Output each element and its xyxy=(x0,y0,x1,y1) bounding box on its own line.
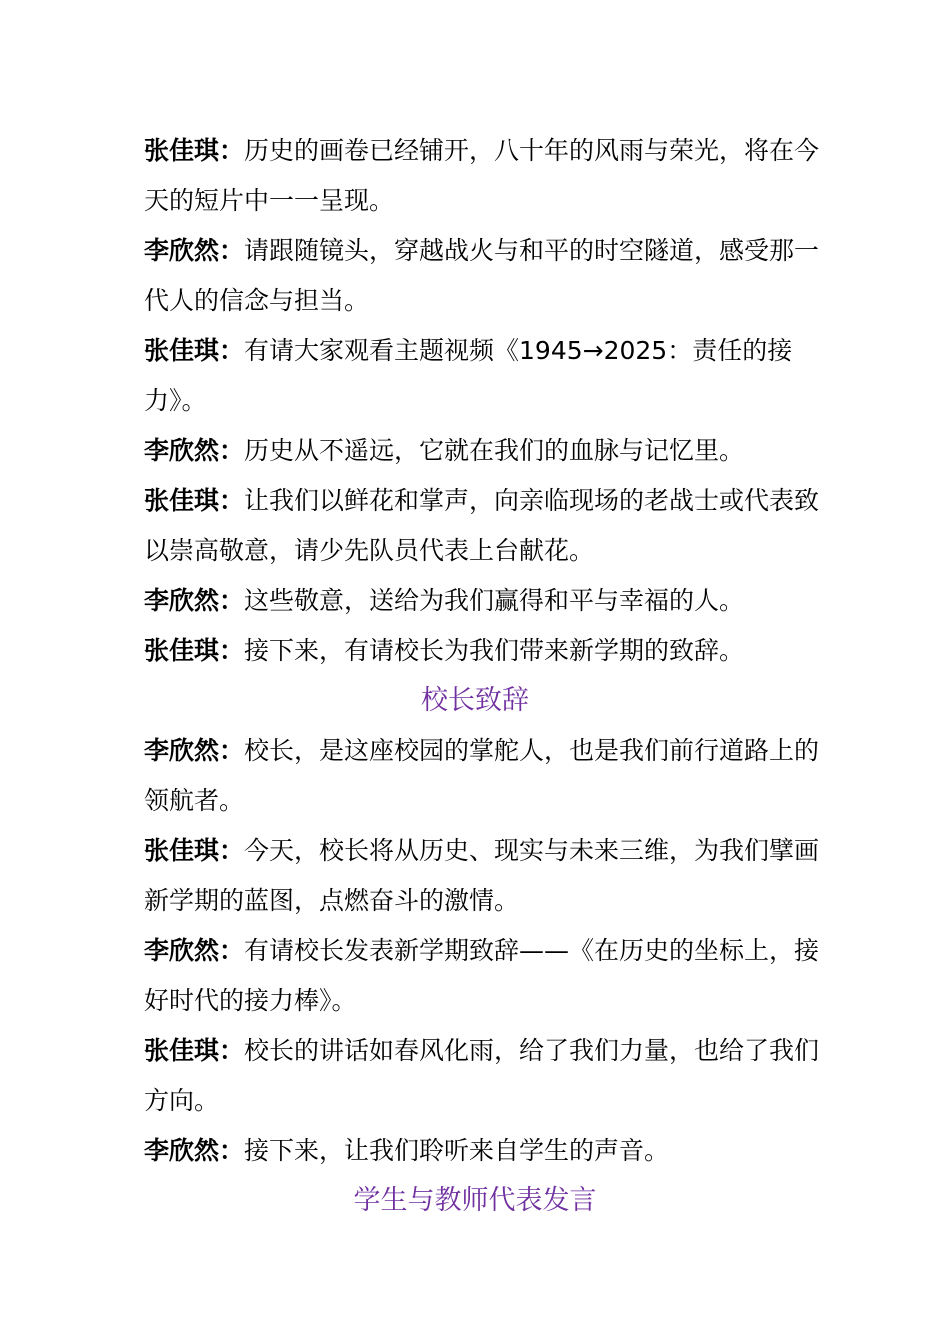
speaker-name: 李欣然： xyxy=(144,586,245,615)
speaker-name: 张佳琪： xyxy=(144,836,245,865)
dialogue-line xyxy=(144,726,834,826)
line-text: 有请校长发表新学期致辞——《在历史的坐标上，接好时代的接力棒》。 xyxy=(144,936,820,1015)
speaker-name: 李欣然： xyxy=(144,1136,245,1165)
speaker-name: 张佳琪： xyxy=(144,1036,245,1065)
speaker-name: 张佳琪： xyxy=(144,486,245,515)
line-text: 校长，是这座校园的掌舵人，也是我们前行道路上的领航者。 xyxy=(144,736,820,815)
dialogue-line xyxy=(144,926,834,1026)
dialogue-line xyxy=(144,426,834,476)
speaker-name: 张佳琪： xyxy=(144,136,245,165)
dialogue-line xyxy=(144,576,834,626)
line-text: 接下来，有请校长为我们带来新学期的致辞。 xyxy=(244,636,745,665)
line-text: 历史从不遥远，它就在我们的血脉与记忆里。 xyxy=(244,436,745,465)
dialogue-line xyxy=(144,476,834,576)
dialogue-line xyxy=(144,1026,834,1126)
dialogue-line xyxy=(144,226,834,326)
dialogue-line xyxy=(144,126,834,226)
dialogue-line xyxy=(144,626,834,676)
line-text: 这些敬意，送给为我们赢得和平与幸福的人。 xyxy=(244,586,745,615)
section-heading-principal-speech: 校长致辞 xyxy=(421,685,529,716)
dialogue-line xyxy=(144,1126,834,1176)
script-content xyxy=(144,126,834,1226)
line-text: 有请大家观看主题视频《1945→2025：责任的接力》。 xyxy=(144,336,793,415)
section-heading-representative-speeches: 学生与教师代表发言 xyxy=(353,1185,597,1216)
line-text: 接下来，让我们聆听来自学生的声音。 xyxy=(244,1136,670,1165)
speaker-name: 张佳琪： xyxy=(144,636,245,665)
dialogue-line xyxy=(144,826,834,926)
line-text: 历史的画卷已经铺开，八十年的风雨与荣光，将在今天的短片中一一呈现。 xyxy=(144,136,820,215)
line-text: 让我们以鲜花和掌声，向亲临现场的老战士或代表致以崇高敬意，请少先队员代表上台献花。 xyxy=(144,486,820,565)
speaker-name: 李欣然： xyxy=(144,736,245,765)
speaker-name: 李欣然： xyxy=(144,436,245,465)
dialogue-line xyxy=(144,326,834,426)
line-text: 今天，校长将从历史、现实与未来三维，为我们擘画新学期的蓝图，点燃奋斗的激情。 xyxy=(144,836,820,915)
speaker-name: 李欣然： xyxy=(144,936,245,965)
line-text: 校长的讲话如春风化雨，给了我们力量，也给了我们方向。 xyxy=(144,1036,820,1115)
speaker-name: 李欣然： xyxy=(144,236,245,265)
speaker-name: 张佳琪： xyxy=(144,336,245,365)
line-text: 请跟随镜头，穿越战火与和平的时空隧道，感受那一代人的信念与担当。 xyxy=(144,236,820,315)
